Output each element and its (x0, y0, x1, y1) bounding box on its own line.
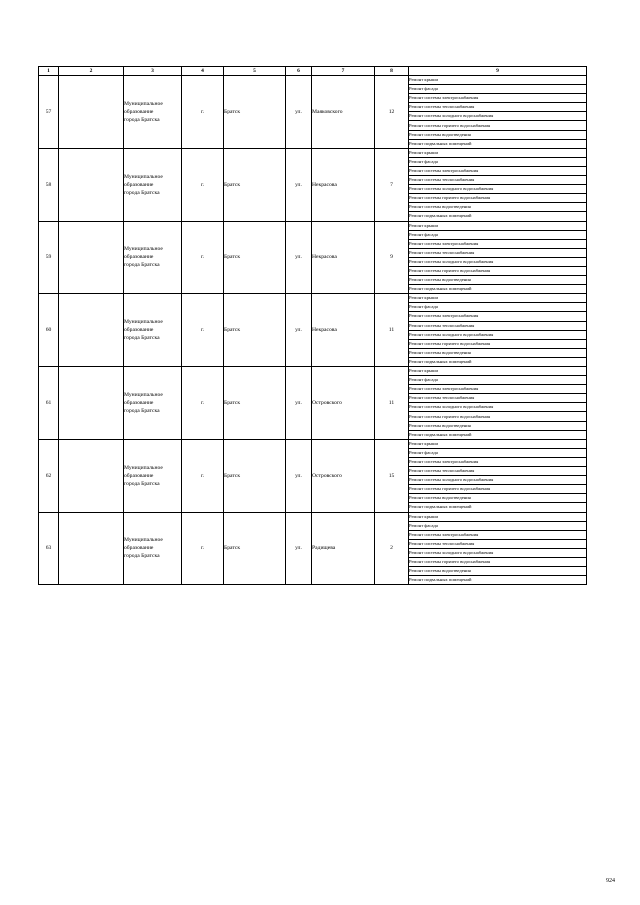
municipality-line: Муниципальное (124, 173, 163, 180)
work-item: Ремонт крыши (409, 221, 587, 230)
street-type-cell: ул. (286, 76, 312, 149)
municipality-line: образование (124, 545, 154, 552)
work-item: Ремонт системы электроснабжения (409, 385, 587, 394)
work-item: Ремонт системы водоотведения (409, 203, 587, 212)
header-row (39, 67, 587, 76)
street-cell: Некрасова (312, 221, 375, 294)
work-item: Ремонт системы холодного водоснабжения (409, 330, 587, 339)
street-type-cell: ул. (286, 221, 312, 294)
municipality-line: Муниципальное (124, 464, 163, 471)
city-type-cell: г. (182, 76, 224, 149)
work-item: Ремонт крыши (409, 367, 587, 376)
house-number-cell: 2 (375, 512, 409, 585)
work-item: Ремонт системы теплоснабжения (409, 248, 587, 257)
city-type-cell: г. (182, 439, 224, 512)
work-item: Ремонт системы водоотведения (409, 130, 587, 139)
city-cell: Братск (224, 76, 286, 149)
work-item: Ремонт крыши (409, 294, 587, 303)
work-item: Ремонт системы холодного водоснабжения (409, 185, 587, 194)
column-header: 5 (224, 67, 286, 76)
empty-cell (59, 221, 124, 294)
municipality-cell (124, 76, 182, 149)
work-item: Ремонт системы водоотведения (409, 421, 587, 430)
city-cell: Братск (224, 367, 286, 440)
work-item: Ремонт подвальных помещений (409, 139, 587, 148)
municipality-line: города Братска (124, 407, 160, 414)
street-type-cell: ул. (286, 439, 312, 512)
municipality-line: образование (124, 108, 154, 115)
city-cell: Братск (224, 221, 286, 294)
house-number-cell: 11 (375, 294, 409, 367)
table-row (39, 76, 587, 85)
municipality-line: Муниципальное (124, 537, 163, 544)
work-item: Ремонт системы электроснабжения (409, 239, 587, 248)
work-item: Ремонт системы холодного водоснабжения (409, 112, 587, 121)
municipality-line: города Братска (124, 262, 160, 269)
street-cell: Некрасова (312, 294, 375, 367)
work-item: Ремонт системы электроснабжения (409, 312, 587, 321)
row-number: 58 (39, 148, 59, 221)
work-item: Ремонт системы теплоснабжения (409, 176, 587, 185)
work-item: Ремонт системы холодного водоснабжения (409, 257, 587, 266)
municipality-cell (124, 439, 182, 512)
municipality-line: образование (124, 472, 154, 479)
work-item: Ремонт фасада (409, 521, 587, 530)
street-type-cell: ул. (286, 294, 312, 367)
work-item: Ремонт подвальных помещений (409, 503, 587, 512)
municipality-line: образование (124, 327, 154, 334)
house-number-cell: 7 (375, 148, 409, 221)
work-item: Ремонт системы горячего водоснабжения (409, 266, 587, 275)
table-row (39, 294, 587, 303)
table-row (39, 439, 587, 448)
row-number: 63 (39, 512, 59, 585)
work-item: Ремонт крыши (409, 76, 587, 85)
city-cell: Братск (224, 148, 286, 221)
work-item: Ремонт подвальных помещений (409, 212, 587, 221)
empty-cell (59, 294, 124, 367)
row-number: 61 (39, 367, 59, 440)
work-item: Ремонт системы горячего водоснабжения (409, 121, 587, 130)
work-item: Ремонт фасада (409, 230, 587, 239)
street-type-cell: ул. (286, 367, 312, 440)
work-item: Ремонт подвальных помещений (409, 576, 587, 585)
work-item: Ремонт крыши (409, 439, 587, 448)
work-item: Ремонт системы горячего водоснабжения (409, 194, 587, 203)
register-table (38, 66, 587, 585)
column-header: 4 (182, 67, 224, 76)
empty-cell (59, 512, 124, 585)
municipality-line: города Братска (124, 480, 160, 487)
work-item: Ремонт системы горячего водоснабжения (409, 412, 587, 421)
column-header: 7 (312, 67, 375, 76)
municipality-line: города Братска (124, 189, 160, 196)
work-item: Ремонт системы водоотведения (409, 494, 587, 503)
row-number: 60 (39, 294, 59, 367)
empty-cell (59, 148, 124, 221)
work-item: Ремонт системы электроснабжения (409, 530, 587, 539)
city-type-cell: г. (182, 148, 224, 221)
work-item: Ремонт системы холодного водоснабжения (409, 548, 587, 557)
city-cell: Братск (224, 439, 286, 512)
row-number: 62 (39, 439, 59, 512)
city-type-cell: г. (182, 512, 224, 585)
street-cell: Радищева (312, 512, 375, 585)
column-header: 3 (124, 67, 182, 76)
work-item: Ремонт системы горячего водоснабжения (409, 339, 587, 348)
work-item: Ремонт подвальных помещений (409, 285, 587, 294)
work-item: Ремонт системы водоотведения (409, 348, 587, 357)
empty-cell (59, 367, 124, 440)
work-item: Ремонт системы теплоснабжения (409, 103, 587, 112)
city-type-cell: г. (182, 294, 224, 367)
city-type-cell: г. (182, 367, 224, 440)
city-cell: Братск (224, 512, 286, 585)
street-cell: Некрасова (312, 148, 375, 221)
work-item: Ремонт фасада (409, 85, 587, 94)
table-row (39, 512, 587, 521)
municipality-cell (124, 148, 182, 221)
city-type-cell: г. (182, 221, 224, 294)
column-header: 6 (286, 67, 312, 76)
municipality-line: Муниципальное (124, 246, 163, 253)
work-item: Ремонт системы теплоснабжения (409, 394, 587, 403)
work-item: Ремонт системы теплоснабжения (409, 539, 587, 548)
municipality-cell (124, 294, 182, 367)
municipality-line: Муниципальное (124, 319, 163, 326)
work-item: Ремонт системы холодного водоснабжения (409, 403, 587, 412)
municipality-line: города Братска (124, 335, 160, 342)
municipality-cell (124, 367, 182, 440)
street-cell: Островского (312, 439, 375, 512)
column-header: 9 (409, 67, 587, 76)
work-item: Ремонт крыши (409, 512, 587, 521)
house-number-cell: 9 (375, 221, 409, 294)
column-header: 2 (59, 67, 124, 76)
column-header: 1 (39, 67, 59, 76)
column-header: 8 (375, 67, 409, 76)
work-item: Ремонт системы электроснабжения (409, 94, 587, 103)
municipality-line: Муниципальное (124, 100, 163, 107)
street-cell: Маяковского (312, 76, 375, 149)
municipality-cell (124, 512, 182, 585)
table-row (39, 367, 587, 376)
work-item: Ремонт системы холодного водоснабжения (409, 476, 587, 485)
municipality-line: Муниципальное (124, 391, 163, 398)
work-item: Ремонт системы электроснабжения (409, 457, 587, 466)
municipality-line: города Братска (124, 116, 160, 123)
work-item: Ремонт фасада (409, 376, 587, 385)
work-item: Ремонт системы водоотведения (409, 276, 587, 285)
municipality-line: города Братска (124, 553, 160, 560)
empty-cell (59, 76, 124, 149)
municipality-line: образование (124, 399, 154, 406)
row-number: 59 (39, 221, 59, 294)
work-item: Ремонт системы теплоснабжения (409, 467, 587, 476)
work-item: Ремонт крыши (409, 148, 587, 157)
work-item: Ремонт фасада (409, 303, 587, 312)
house-number-cell: 12 (375, 76, 409, 149)
empty-cell (59, 439, 124, 512)
work-item: Ремонт системы горячего водоснабжения (409, 485, 587, 494)
house-number-cell: 11 (375, 367, 409, 440)
street-type-cell: ул. (286, 512, 312, 585)
work-item: Ремонт системы электроснабжения (409, 166, 587, 175)
municipality-line: образование (124, 181, 154, 188)
work-item: Ремонт фасада (409, 448, 587, 457)
work-item: Ремонт системы горячего водоснабжения (409, 557, 587, 566)
street-type-cell: ул. (286, 148, 312, 221)
row-number: 57 (39, 76, 59, 149)
work-item: Ремонт системы теплоснабжения (409, 321, 587, 330)
house-number-cell: 15 (375, 439, 409, 512)
work-item: Ремонт системы водоотведения (409, 567, 587, 576)
table-row (39, 148, 587, 157)
municipality-line: образование (124, 254, 154, 261)
table-row (39, 221, 587, 230)
work-item: Ремонт подвальных помещений (409, 430, 587, 439)
page-number: 924 (606, 878, 615, 884)
work-item: Ремонт подвальных помещений (409, 357, 587, 366)
city-cell: Братск (224, 294, 286, 367)
work-item: Ремонт фасада (409, 157, 587, 166)
street-cell: Островского (312, 367, 375, 440)
municipality-cell (124, 221, 182, 294)
